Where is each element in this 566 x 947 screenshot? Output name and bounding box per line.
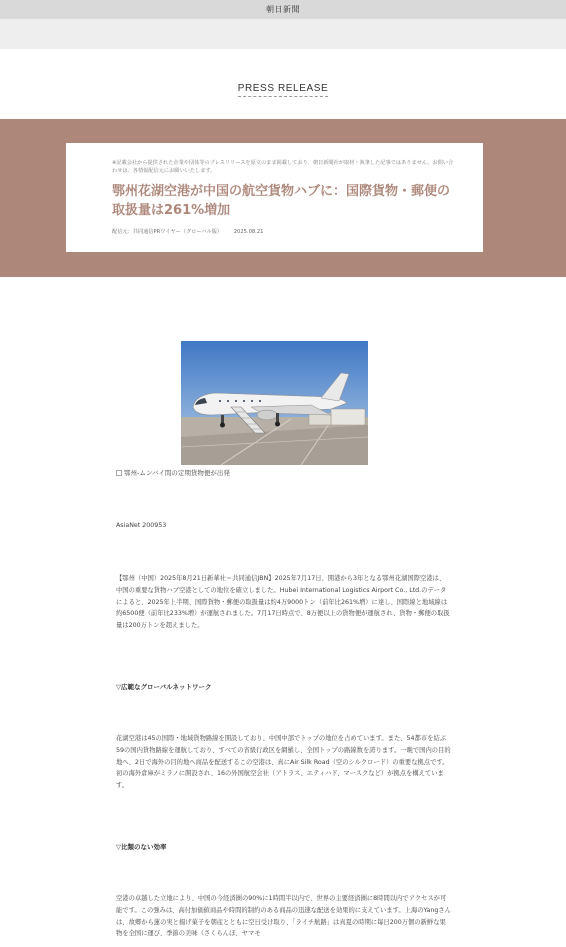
site-header-bar: [0, 0, 566, 19]
distributor-label: 配信元：共同通信PRワイヤー（グローバル版）: [112, 229, 223, 235]
photo-caption: [116, 468, 230, 477]
section-heading-efficiency: ▽比類のない効率: [116, 843, 167, 851]
site-title[interactable]: 朝日新聞: [266, 5, 300, 14]
release-card: [66, 143, 483, 252]
cargo-plane-illustration: [181, 341, 368, 465]
release-meta: [112, 228, 457, 235]
image-placeholder-icon: [116, 470, 122, 476]
article-paragraph-2: 花湖空港は45の国際・地域貨物路線を開設しており、中国中部でトップの地位を占めています。また、54都市を結ぶ59の国内貨物路線を運航しており、すべての省級行政区を網羅し、全国トップの路線数を誇ります。一晩で国内の目的地へ、2日で海外の目的地へ商品を配送するこの空港は、真にAir Silk Road（空のシルクロード）の重要な拠点です。初の海外倉庫がミラノに開設され、16の外国航空会社（アトラス、エティハド、マースクなど）が拠点を構えています。: [116, 735, 451, 790]
photo-caption-text: 鄂州-ムンバイ間の定期貨物便が出発: [124, 469, 230, 477]
press-release-label: PRESS RELEASE: [238, 83, 329, 97]
article-paragraph-3: 空港の卓越した立地により、中国の今経済圏の90%に1時間半以内で、世界の主要経済圏に8時間以内でアクセスが可能です。この強みは、高付加価値商品や時間的制約のある商品の迅速な配送を効果的に支えています。上海のYangさんは、故郷から蓮の実と揚げ菓子を朝産とともに空日受け取り、「ライチ航路」は真夏の時期に毎日200万個の新鮮な果物を全国に運び、季節の美味（さくらんぼ、ヤマモ: [116, 895, 451, 938]
release-date: 2025.08.21: [233, 229, 264, 235]
press-release-heading: [0, 76, 566, 95]
cargo-plane-photo: [181, 341, 368, 465]
article-ref: AsiaNet 200953: [116, 522, 167, 529]
article-paragraph-1: 【鄂州（中国）2025年8月21日新華社＝共同通信JBN】2025年7月17日、開港から3年となる鄂州花湖国際空港は、中国の重要な貨物ハブ空港としての地位を確立しました。Hubei International Logistics Airport Co., Ltd.のデータによると、2025年上半期、国際貨物・郵便の取扱量は約4万9000トン（前年比261%増）に達し、国際線と地域線は約6500便（前年比233%増）が運航されました。7月17日時点で、8万便以上の貨物便が運航され、貨物・郵便の取扱量は200万トンを超えました。: [116, 575, 450, 630]
release-title: 鄂州花湖空港が中国の航空貨物ハブに：国際貨物・郵便の取扱量は261%増加: [112, 184, 451, 218]
section-heading-global-network: ▽広範なグローバルネットワーク: [116, 683, 212, 691]
disclaimer-note: ※記載会社から提供された企業や団体等のプレスリリースを原文のまま掲載しており、朝日新聞社が取材・執筆した記事ではありません。お問い合わせは、各情報配信元にお願いいたします。: [112, 160, 454, 174]
sub-navigation-bar: [0, 19, 566, 49]
